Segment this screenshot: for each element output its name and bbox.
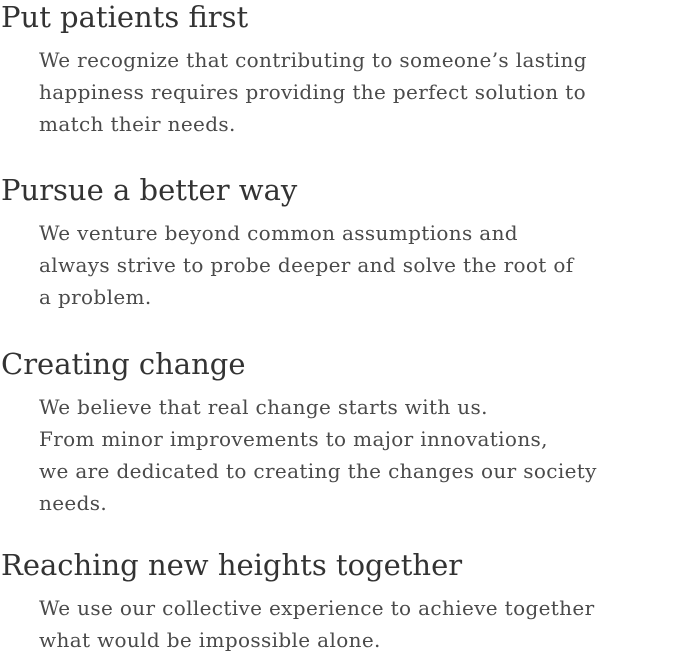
- description-line: From minor improvements to major innovations,: [39, 427, 548, 451]
- description-line: happiness requires providing the perfect solution to: [39, 80, 586, 104]
- value-description: [39, 217, 675, 313]
- value-heading: Reaching new heights together: [1, 548, 463, 582]
- value-description: [39, 592, 675, 656]
- description-line: match their needs.: [39, 112, 236, 136]
- description-line: needs.: [39, 491, 108, 515]
- description-line: a problem.: [39, 285, 152, 309]
- value-reaching-heights: [0, 548, 675, 656]
- value-heading: Creating change: [1, 347, 246, 381]
- description-line: we are dedicated to creating the changes our society: [39, 459, 597, 483]
- value-description: [39, 44, 675, 140]
- description-line: what would be impossible alone.: [39, 628, 381, 652]
- description-line: We venture beyond common assumptions and: [39, 221, 518, 245]
- value-creating-change: [0, 347, 675, 519]
- value-heading: Pursue a better way: [1, 173, 298, 207]
- value-pursue-better-way: [0, 173, 675, 313]
- value-put-patients-first: [0, 0, 675, 140]
- description-line: We recognize that contributing to someone’s lasting: [39, 48, 587, 72]
- value-heading: Put patients first: [1, 0, 249, 34]
- value-description: [39, 391, 675, 519]
- description-line: We believe that real change starts with us.: [39, 395, 488, 419]
- description-line: always strive to probe deeper and solve the root of: [39, 253, 574, 277]
- description-line: We use our collective experience to achieve together: [39, 596, 595, 620]
